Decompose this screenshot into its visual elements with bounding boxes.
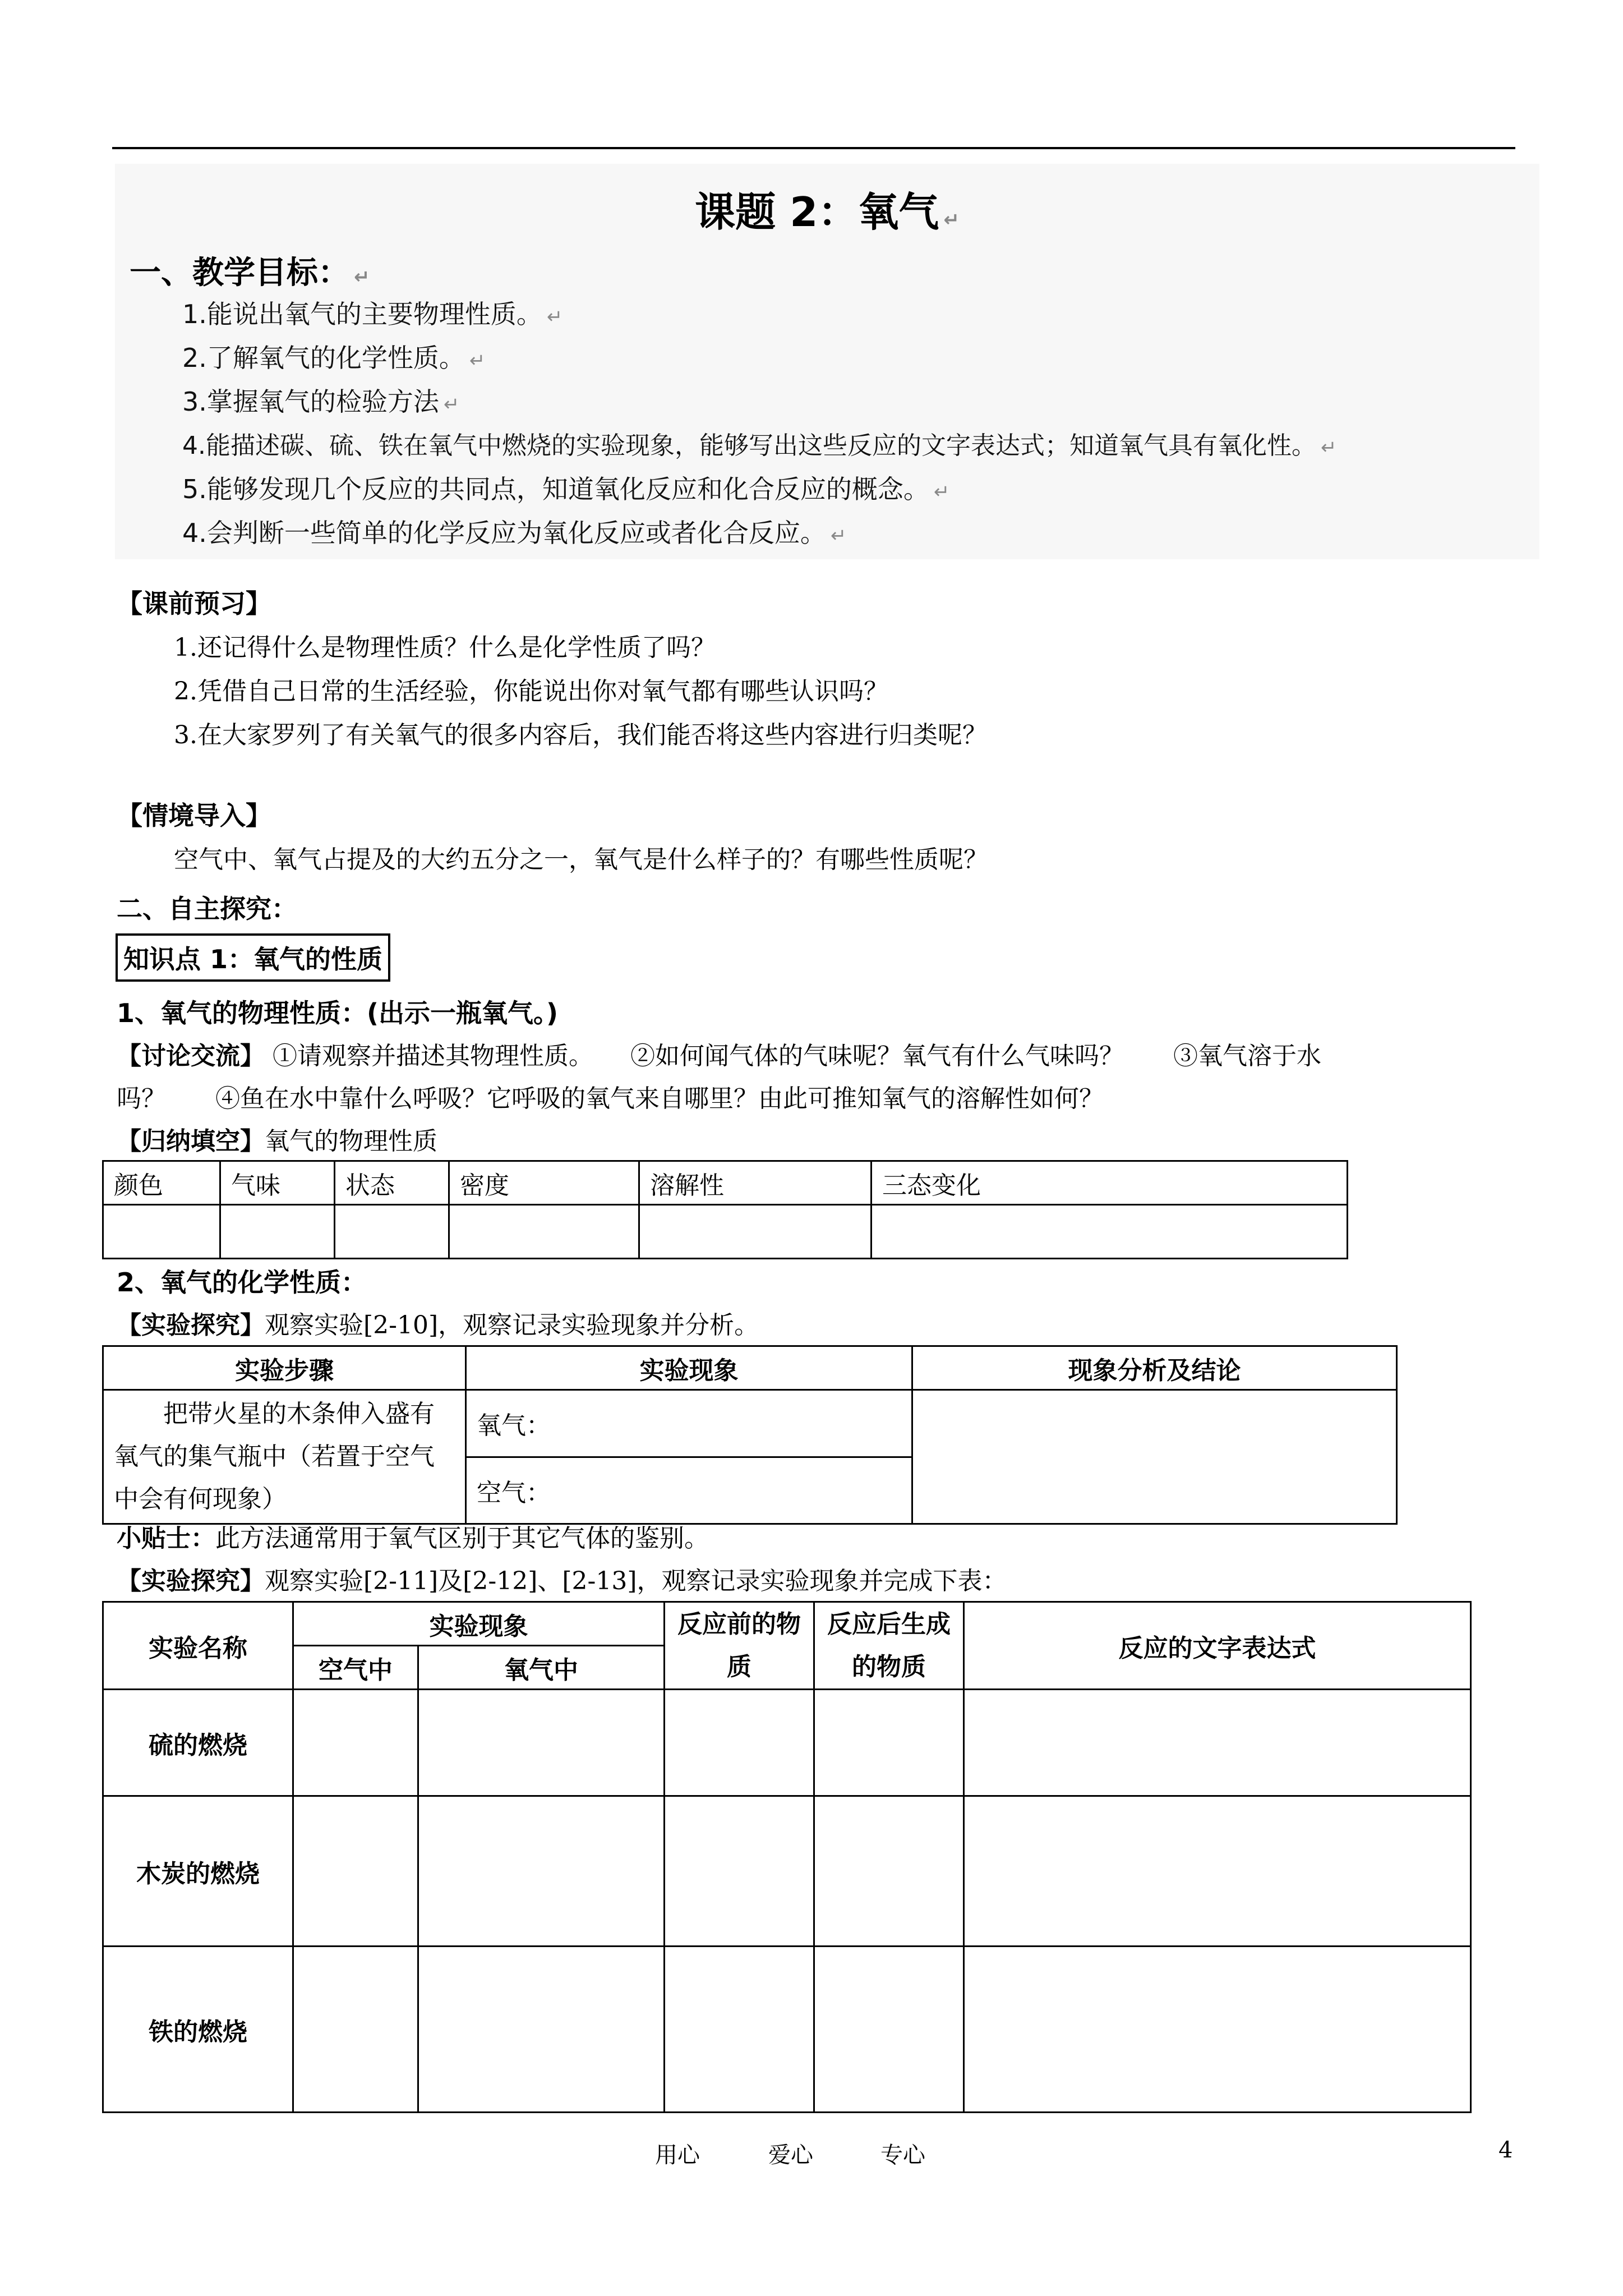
col-before: 反应前的物质: [665, 1602, 814, 1690]
answer-cell[interactable]: [964, 1690, 1471, 1796]
table-header-cell: 颜色: [103, 1161, 220, 1205]
footer-motto: 爱心: [768, 2142, 813, 2168]
table-header-cell: 现象分析及结论: [912, 1346, 1397, 1390]
answer-cell[interactable]: [220, 1205, 335, 1259]
answer-cell[interactable]: [814, 1796, 964, 1947]
section2-heading: 二、自主探究：: [117, 894, 297, 924]
col-after: 反应后生成的物质: [814, 1602, 964, 1690]
physical-heading: 1、氧气的物理性质：(出示一瓶氧气。): [117, 998, 559, 1028]
discussion-line: 吗？ ④鱼在水中靠什么呼吸？它呼吸的氧气来自哪里？由此可推知氧气的溶解性如何？: [117, 1084, 1104, 1113]
table-header-cell: 溶解性: [639, 1161, 872, 1205]
preview-item: 1.还记得什么是物理性质？什么是化学性质了吗？: [174, 633, 716, 662]
knowledge-point-box: 知识点 1：氧气的性质: [116, 933, 390, 982]
answer-cell[interactable]: [964, 1947, 1471, 2113]
answer-cell[interactable]: [293, 1947, 418, 2113]
table-header-cell: 密度: [449, 1161, 639, 1205]
physical-properties-table: [102, 1160, 1348, 1259]
col-air: 空气中: [293, 1646, 418, 1690]
summary-line: 【归纳填空】氧气的物理性质: [117, 1127, 437, 1156]
answer-cell[interactable]: [335, 1205, 449, 1259]
footer-motto: 用心: [655, 2142, 700, 2168]
answer-cell[interactable]: [814, 1947, 964, 2113]
top-rule: [112, 147, 1515, 149]
answer-cell[interactable]: [665, 1796, 814, 1947]
preview-heading: 【课前预习】: [117, 588, 271, 619]
row-label: 硫的燃烧: [103, 1690, 293, 1796]
table-header-cell: 实验现象: [466, 1346, 912, 1390]
combustion-table: [102, 1601, 1472, 2113]
page-number: 4: [1498, 2137, 1513, 2163]
analysis-cell[interactable]: [912, 1390, 1397, 1524]
answer-cell[interactable]: [418, 1947, 665, 2113]
objectives-heading: 一、教学目标： ↵: [130, 255, 370, 291]
table-header-cell: 状态: [335, 1161, 449, 1205]
col-expression: 反应的文字表达式: [964, 1602, 1471, 1690]
intro-heading: 【情境导入】: [117, 800, 271, 831]
preview-item: 3.在大家罗列了有关氧气的很多内容后，我们能否将这些内容进行归类呢？: [174, 721, 987, 749]
answer-cell[interactable]: [964, 1796, 1471, 1947]
air-observation-cell[interactable]: 空气：: [466, 1457, 912, 1524]
table-header-cell: 三态变化: [872, 1161, 1348, 1205]
answer-cell[interactable]: [814, 1690, 964, 1796]
tip-line: 小贴士：此方法通常用于氧气区别于其它气体的鉴别。: [117, 1524, 709, 1553]
chemical-heading: 2、氧气的化学性质：: [117, 1267, 367, 1297]
preview-item: 2.凭借自己日常的生活经验，你能说出你对氧气都有哪些认识吗？: [174, 677, 888, 706]
col-phenomenon: 实验现象: [293, 1602, 665, 1646]
answer-cell[interactable]: [418, 1690, 665, 1796]
experiment-step-cell: 把带火星的木条伸入盛有氧气的集气瓶中（若置于空气中会有何现象）: [103, 1390, 466, 1524]
row-label: 木炭的燃烧: [103, 1796, 293, 1947]
objectives-panel: [115, 164, 1539, 559]
answer-cell[interactable]: [449, 1205, 639, 1259]
table-header-cell: 实验步骤: [103, 1346, 466, 1390]
answer-cell[interactable]: [665, 1947, 814, 2113]
page-title: 课题 2：氧气 ↵: [695, 188, 960, 236]
goal-item: 4.会判断一些简单的化学反应为氧化反应或者化合反应。 ↵: [182, 518, 847, 548]
discussion-line: 【讨论交流】 ①请观察并描述其物理性质。 ②如何闻气体的气味呢？氧气有什么气味吗？ ③氧气溶于水: [117, 1042, 1321, 1070]
answer-cell[interactable]: [665, 1690, 814, 1796]
intro-text: 空气中、氧气占提及的大约五分之一，氧气是什么样子的？有哪些性质呢？: [174, 845, 988, 874]
answer-cell[interactable]: [293, 1796, 418, 1947]
footer-motto: 专心: [880, 2142, 925, 2168]
oxygen-observation-cell[interactable]: 氧气：: [466, 1390, 912, 1457]
experiment1-line: 【实验探究】观察实验[2-10]，观察记录实验现象并分析。: [117, 1311, 759, 1340]
col-oxygen: 氧气中: [418, 1646, 665, 1690]
answer-cell[interactable]: [872, 1205, 1348, 1259]
experiment2-line: 【实验探究】观察实验[2-11]及[2-12]、[2-13]，观察记录实验现象并完成下表：: [117, 1567, 1007, 1595]
row-label: 铁的燃烧: [103, 1947, 293, 2113]
col-experiment-name: 实验名称: [103, 1602, 293, 1690]
answer-cell[interactable]: [418, 1796, 665, 1947]
table-header-cell: 气味: [220, 1161, 335, 1205]
answer-cell[interactable]: [103, 1205, 220, 1259]
goal-item: 3.掌握氧气的检验方法 ↵: [182, 386, 460, 417]
goal-item: 4.能描述碳、硫、铁在氧气中燃烧的实验现象，能够写出这些反应的文字表达式；知道氧气具有氧化性。 ↵: [182, 431, 1337, 460]
answer-cell[interactable]: [639, 1205, 872, 1259]
experiment1-table: [102, 1345, 1398, 1525]
answer-cell[interactable]: [293, 1690, 418, 1796]
goal-item: 1.能说出氧气的主要物理性质。 ↵: [182, 299, 563, 329]
goal-item: 2.了解氧气的化学性质。 ↵: [182, 343, 486, 373]
goal-item: 5.能够发现几个反应的共同点，知道氧化反应和化合反应的概念。 ↵: [182, 474, 950, 504]
